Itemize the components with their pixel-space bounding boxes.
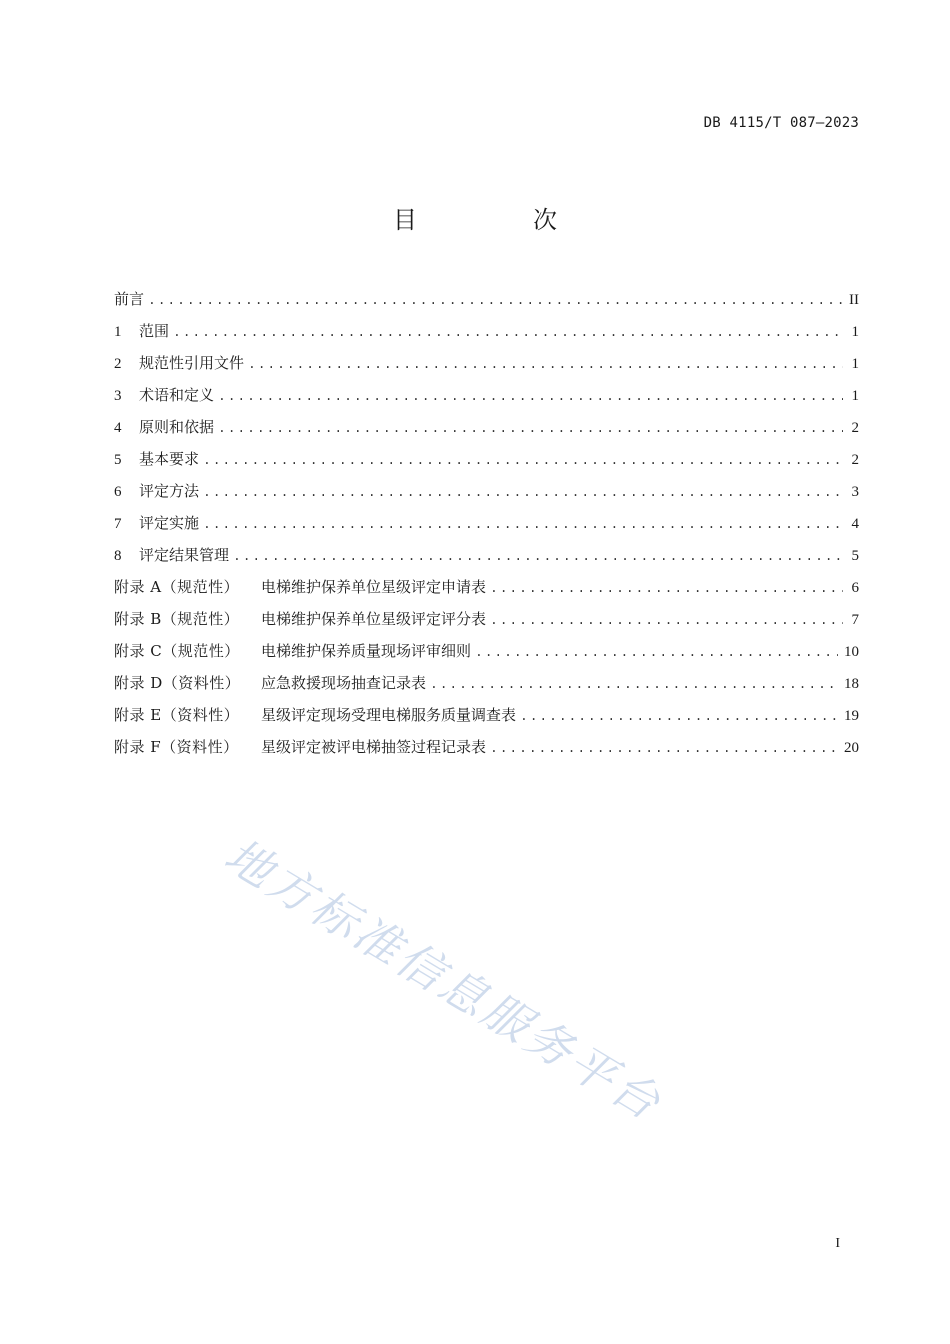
toc-entry-title: 电梯维护保养质量现场评审细则 <box>261 642 472 660</box>
toc-entry[interactable] <box>114 735 859 767</box>
toc-entry[interactable] <box>114 479 859 511</box>
toc-dot-leader <box>173 321 843 345</box>
toc-entry[interactable] <box>114 447 859 479</box>
toc-entry-label <box>114 575 486 599</box>
toc-entry[interactable] <box>114 287 859 319</box>
toc-page-number: 3 <box>851 484 859 500</box>
toc-page-number: 4 <box>851 516 859 532</box>
toc-entry-label <box>114 287 144 311</box>
toc-page-number: 1 <box>851 356 859 372</box>
toc-entry-title: 原则和依据 <box>139 418 215 436</box>
toc-entry-title: 应急救援现场抽查记录表 <box>261 674 427 692</box>
toc-entry-title: 星级评定被评电梯抽签过程记录表 <box>261 738 487 756</box>
toc-dot-leader <box>203 481 843 505</box>
toc-entry-label <box>114 383 214 408</box>
toc-dot-leader <box>490 609 843 633</box>
toc-appendix-prefix: 附录 E（资料性） <box>114 706 240 724</box>
toc-entry[interactable] <box>114 575 859 607</box>
toc-page-number: 2 <box>851 420 859 436</box>
toc-entry-title: 范围 <box>139 322 170 340</box>
toc-dot-leader <box>233 545 843 569</box>
toc-entry-label <box>114 735 486 759</box>
toc-entry-title: 术语和定义 <box>139 386 215 404</box>
toc-dot-leader <box>203 513 843 537</box>
toc-page-number: 10 <box>844 644 859 660</box>
toc-entry[interactable] <box>114 383 859 415</box>
toc-entry[interactable] <box>114 351 859 383</box>
document-code: DB 4115/T 087—2023 <box>703 115 859 131</box>
page-number: I <box>835 1236 840 1251</box>
toc-entry[interactable] <box>114 703 859 735</box>
toc-entry-title: 评定方法 <box>139 482 200 500</box>
toc-section-number: 1 <box>114 324 122 340</box>
toc-entry-label <box>114 607 486 631</box>
toc-page-number: 1 <box>851 324 859 340</box>
toc-entry-label <box>114 511 199 536</box>
toc-page-number: II <box>849 292 859 308</box>
toc-section-number: 8 <box>114 548 122 564</box>
toc-appendix-prefix: 附录 D（资料性） <box>114 674 241 692</box>
toc-entry-title: 电梯维护保养单位星级评定申请表 <box>261 578 487 596</box>
watermark: 地方标准信息服务平台 <box>215 827 672 1132</box>
toc-entry[interactable] <box>114 671 859 703</box>
toc-entry-label <box>114 479 199 504</box>
toc-page-number: 1 <box>851 388 859 404</box>
toc-entry-title: 评定结果管理 <box>139 546 230 564</box>
toc-section-number: 3 <box>114 388 122 404</box>
toc-entry[interactable] <box>114 607 859 639</box>
toc-entry-label <box>114 671 426 695</box>
toc-dot-leader <box>520 705 838 729</box>
toc-entry[interactable] <box>114 511 859 543</box>
toc-entry-title: 评定实施 <box>139 514 200 532</box>
toc-entry-label <box>114 639 471 663</box>
toc-entry-title: 基本要求 <box>139 450 200 468</box>
toc-entry-title: 星级评定现场受理电梯服务质量调查表 <box>261 706 517 724</box>
toc-page-number: 6 <box>851 580 859 596</box>
toc-page-number: 7 <box>851 612 859 628</box>
toc-page-number: 2 <box>851 452 859 468</box>
toc-entry-label <box>114 351 244 376</box>
toc-dot-leader <box>148 289 843 313</box>
table-of-contents <box>114 287 859 767</box>
toc-dot-leader <box>203 449 843 473</box>
toc-page-number: 18 <box>844 676 859 692</box>
toc-appendix-prefix: 附录 A（规范性） <box>114 578 240 596</box>
toc-entry-label <box>114 319 169 344</box>
page-title: 目 次 <box>393 206 603 234</box>
toc-section-number: 2 <box>114 356 122 372</box>
toc-section-number: 7 <box>114 516 122 532</box>
toc-page-number: 5 <box>851 548 859 564</box>
toc-entry-title: 电梯维护保养单位星级评定评分表 <box>261 610 487 628</box>
toc-dot-leader <box>490 577 843 601</box>
toc-dot-leader <box>430 673 838 697</box>
toc-section-number: 4 <box>114 420 122 436</box>
toc-entry-label <box>114 447 199 472</box>
toc-section-number: 6 <box>114 484 122 500</box>
toc-entry-label <box>114 543 229 568</box>
toc-entry-label <box>114 415 214 440</box>
toc-dot-leader <box>218 385 843 409</box>
toc-entry[interactable] <box>114 319 859 351</box>
toc-dot-leader <box>248 353 843 377</box>
toc-entry-title: 前言 <box>114 290 145 308</box>
toc-entry[interactable] <box>114 415 859 447</box>
toc-section-number: 5 <box>114 452 122 468</box>
toc-appendix-prefix: 附录 F（资料性） <box>114 738 239 756</box>
toc-appendix-prefix: 附录 B（规范性） <box>114 610 240 628</box>
toc-entry-title: 规范性引用文件 <box>139 354 245 372</box>
toc-page-number: 20 <box>844 740 859 756</box>
toc-dot-leader <box>475 641 838 665</box>
toc-page-number: 19 <box>844 708 859 724</box>
toc-appendix-prefix: 附录 C（规范性） <box>114 642 240 660</box>
toc-entry-label <box>114 703 516 727</box>
toc-dot-leader <box>490 737 838 761</box>
toc-dot-leader <box>218 417 843 441</box>
toc-entry[interactable] <box>114 543 859 575</box>
toc-entry[interactable] <box>114 639 859 671</box>
